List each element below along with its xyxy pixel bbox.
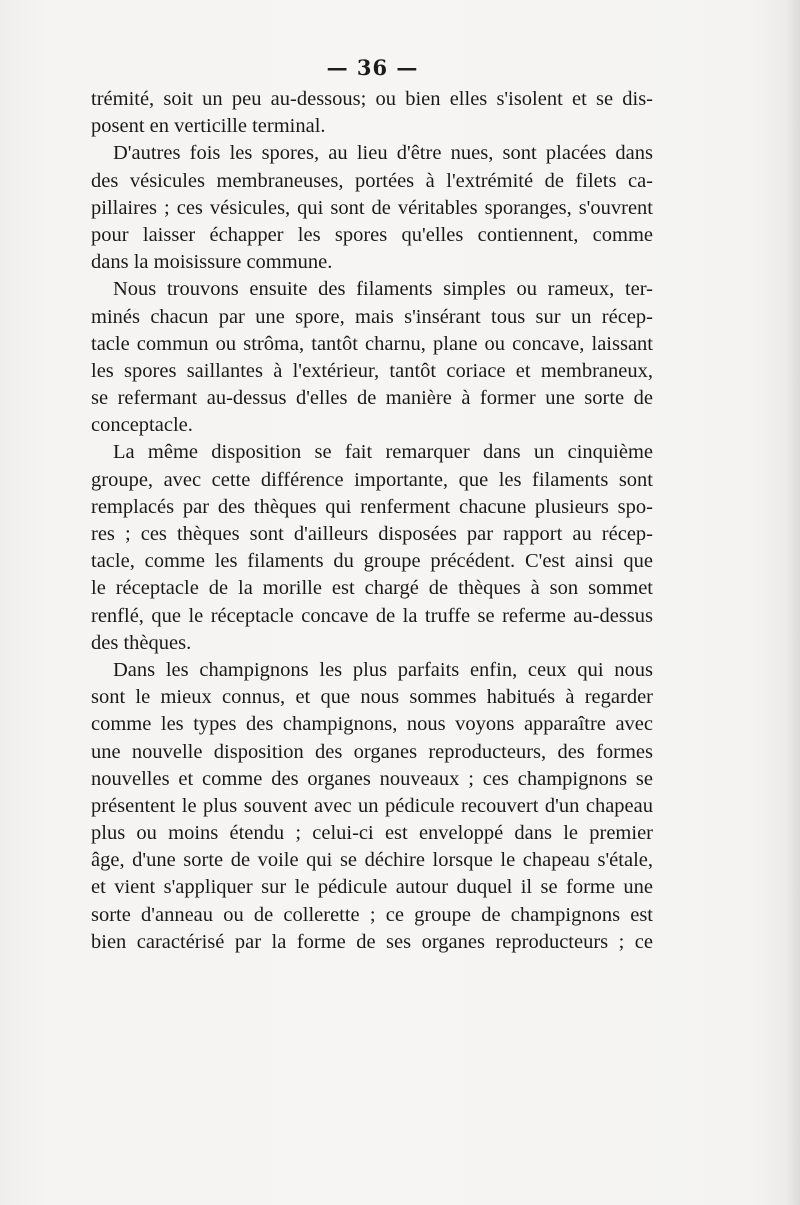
text-line: conceptacle.: [91, 414, 193, 437]
text-line: remplacés par des thèques qui renferment chacune plusieurs spo-: [91, 495, 653, 518]
text-line: âge, d'une sorte de voile qui se déchire lorsque le chapeau s'étale,: [91, 849, 653, 872]
text-line: comme les types des champignons, nous voyons apparaître avec: [91, 713, 653, 736]
page-number: — 36 —: [326, 55, 419, 80]
text-line: les spores saillantes à l'extérieur, tantôt coriace et membraneux,: [91, 359, 653, 382]
text-line: nouvelles et comme des organes nouveaux ; ces champignons se: [91, 767, 653, 790]
text-line: posent en verticille terminal.: [91, 115, 326, 138]
text-line: et vient s'appliquer sur le pédicule autour duquel il se forme une: [91, 876, 653, 899]
text-line: une nouvelle disposition des organes reproducteurs, des formes: [91, 740, 653, 763]
text-line: des vésicules membraneuses, portées à l'extrémité de filets ca-: [91, 169, 653, 192]
paragraph-first-line: D'autres fois les spores, au lieu d'être nues, sont placées dans: [113, 142, 653, 165]
text-line: bien caractérisé par la forme de ses organes reproducteurs ; ce: [91, 930, 653, 953]
text-line: tacle, comme les filaments du groupe précédent. C'est ainsi que: [91, 550, 653, 573]
body-text: [91, 86, 653, 956]
text-line: res ; ces thèques sont d'ailleurs disposées par rapport au récep-: [91, 523, 653, 545]
text-line: minés chacun par une spore, mais s'insérant tous sur un récep-: [91, 305, 653, 328]
text-line: le réceptacle de la morille est chargé de thèques à son sommet: [91, 577, 653, 600]
text-line: tacle commun ou strôma, tantôt charnu, plane ou concave, laissant: [91, 332, 653, 355]
text-line: se refermant au-dessus d'elles de manière à former une sorte de: [91, 387, 653, 410]
text-line: sorte d'anneau ou de collerette ; ce groupe de champignons est: [91, 903, 653, 926]
paragraph-first-line: La même disposition se fait remarquer dans un cinquième: [113, 441, 653, 464]
text-line: sont le mieux connus, et que nous sommes habitués à regarder: [91, 686, 653, 709]
text-line: renflé, que le réceptacle concave de la truffe se referme au-dessus: [91, 604, 653, 627]
text-line: plus ou moins étendu ; celui-ci est enveloppé dans le premier: [91, 822, 653, 845]
text-line: présentent le plus souvent avec un pédicule recouvert d'un chapeau: [91, 794, 653, 817]
paragraph-first-line: Dans les champignons les plus parfaits enfin, ceux qui nous: [113, 658, 653, 681]
text-line: des thèques.: [91, 631, 192, 654]
text-line: pour laisser échapper les spores qu'elles contiennent, comme: [91, 223, 653, 246]
page-edge-shadow: [786, 0, 800, 1205]
text-line: dans la moisissure commune.: [91, 251, 333, 274]
paragraph-first-line: Nous trouvons ensuite des filaments simples ou rameux, ter-: [113, 278, 653, 301]
text-line: trémité, soit un peu au-dessous; ou bien elles s'isolent et se dis-: [91, 88, 653, 110]
text-line: pillaires ; ces vésicules, qui sont de véritables sporanges, s'ouvrent: [91, 196, 653, 219]
text-line: groupe, avec cette différence importante, que les filaments sont: [91, 468, 653, 491]
